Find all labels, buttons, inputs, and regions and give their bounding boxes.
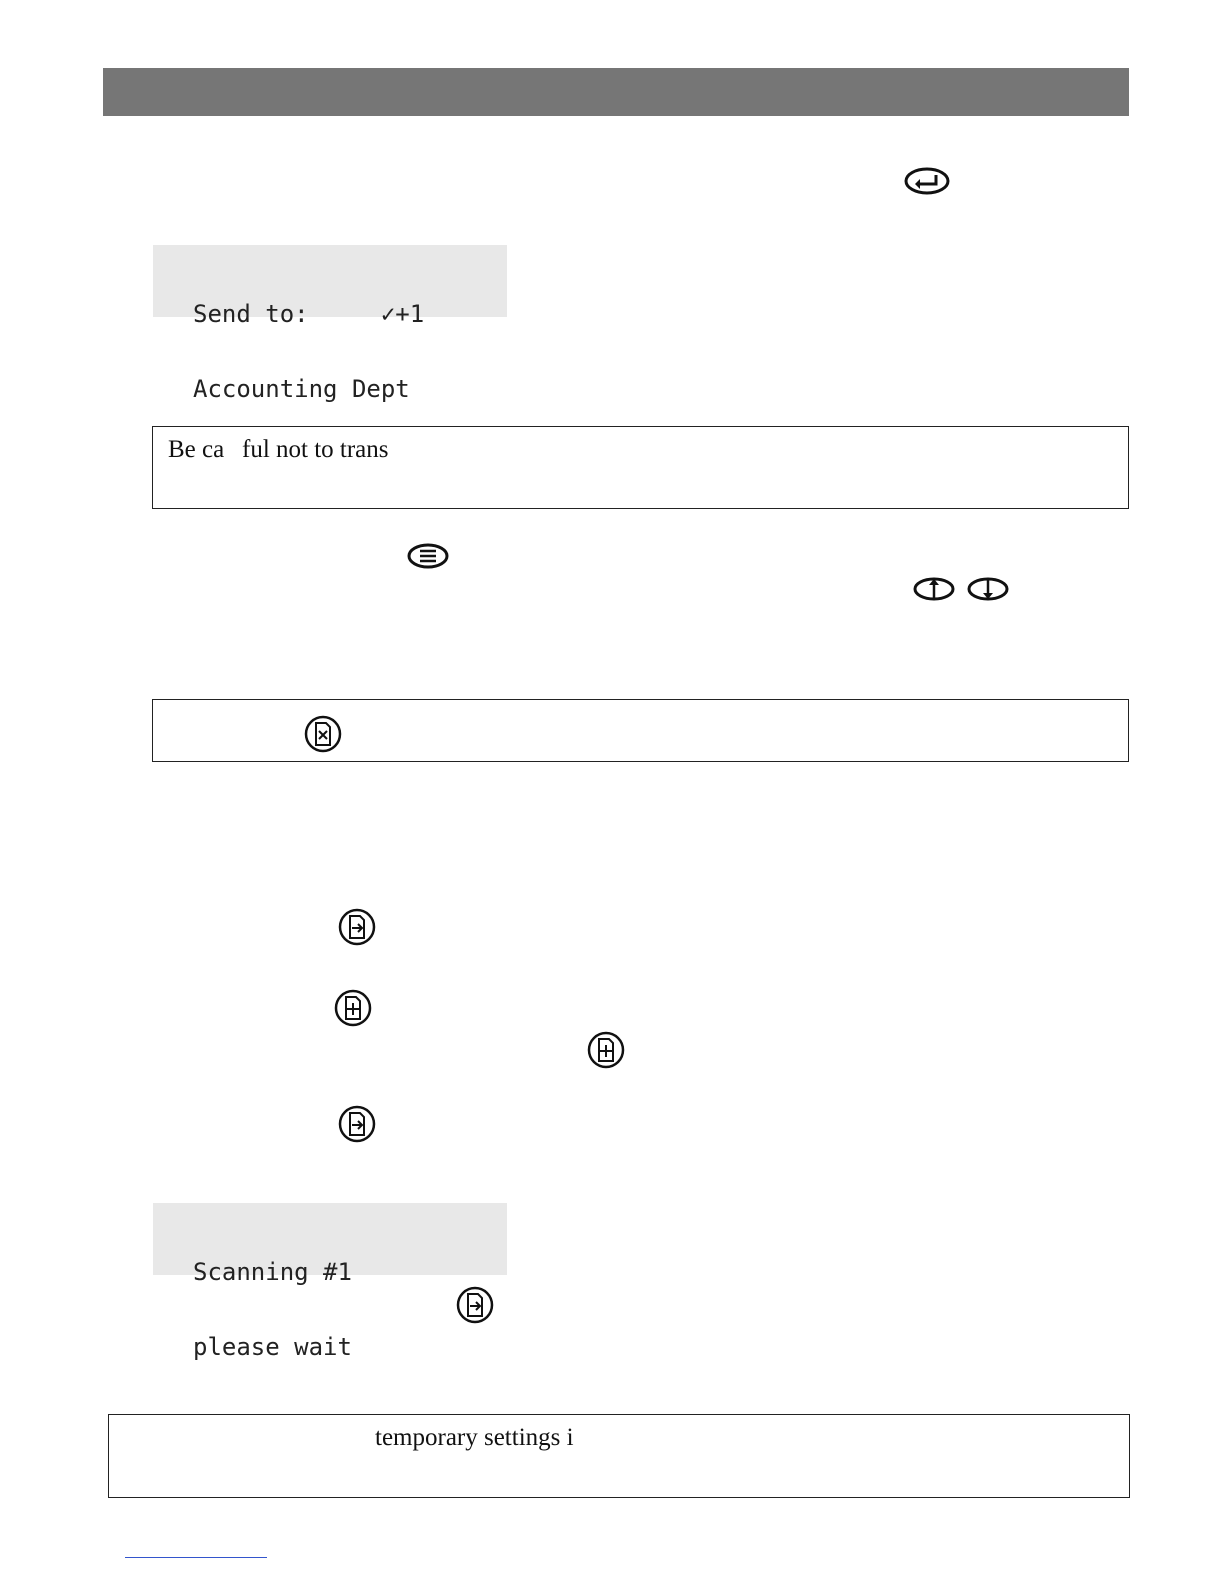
menu-key-icon [407, 543, 449, 569]
lcd-send-destination: Accounting Dept [193, 375, 410, 403]
add-page-document-key-icon [586, 1030, 626, 1070]
down-arrow-key-icon [967, 576, 1009, 602]
enter-key-icon [904, 167, 950, 195]
footer-link-underline[interactable] [125, 1557, 267, 1558]
up-arrow-key-icon [913, 576, 955, 602]
temporary-settings-note-box [108, 1414, 1130, 1498]
lcd-display-scanning [153, 1203, 507, 1361]
lcd-send-label: Send to: [193, 300, 309, 328]
stop-note-box [152, 699, 1129, 762]
send-document-key-icon [337, 1104, 377, 1144]
lcd-scanning-line2: please wait [193, 1333, 352, 1361]
caution-note-text-part2: ful not to trans [242, 436, 389, 463]
lcd-display-send-to [153, 245, 507, 403]
lcd-send-count: ✓+1 [380, 300, 425, 328]
send-document-key-icon [455, 1285, 495, 1325]
send-document-key-icon [337, 907, 377, 947]
stop-document-key-icon [303, 714, 343, 754]
caution-note-text-part1: Be ca [168, 436, 225, 463]
temporary-settings-note-text: temporary settings i [375, 1424, 574, 1451]
lcd-scanning-line1: Scanning #1 [193, 1258, 352, 1286]
section-header-bar [103, 68, 1129, 116]
add-page-document-key-icon [333, 988, 373, 1028]
